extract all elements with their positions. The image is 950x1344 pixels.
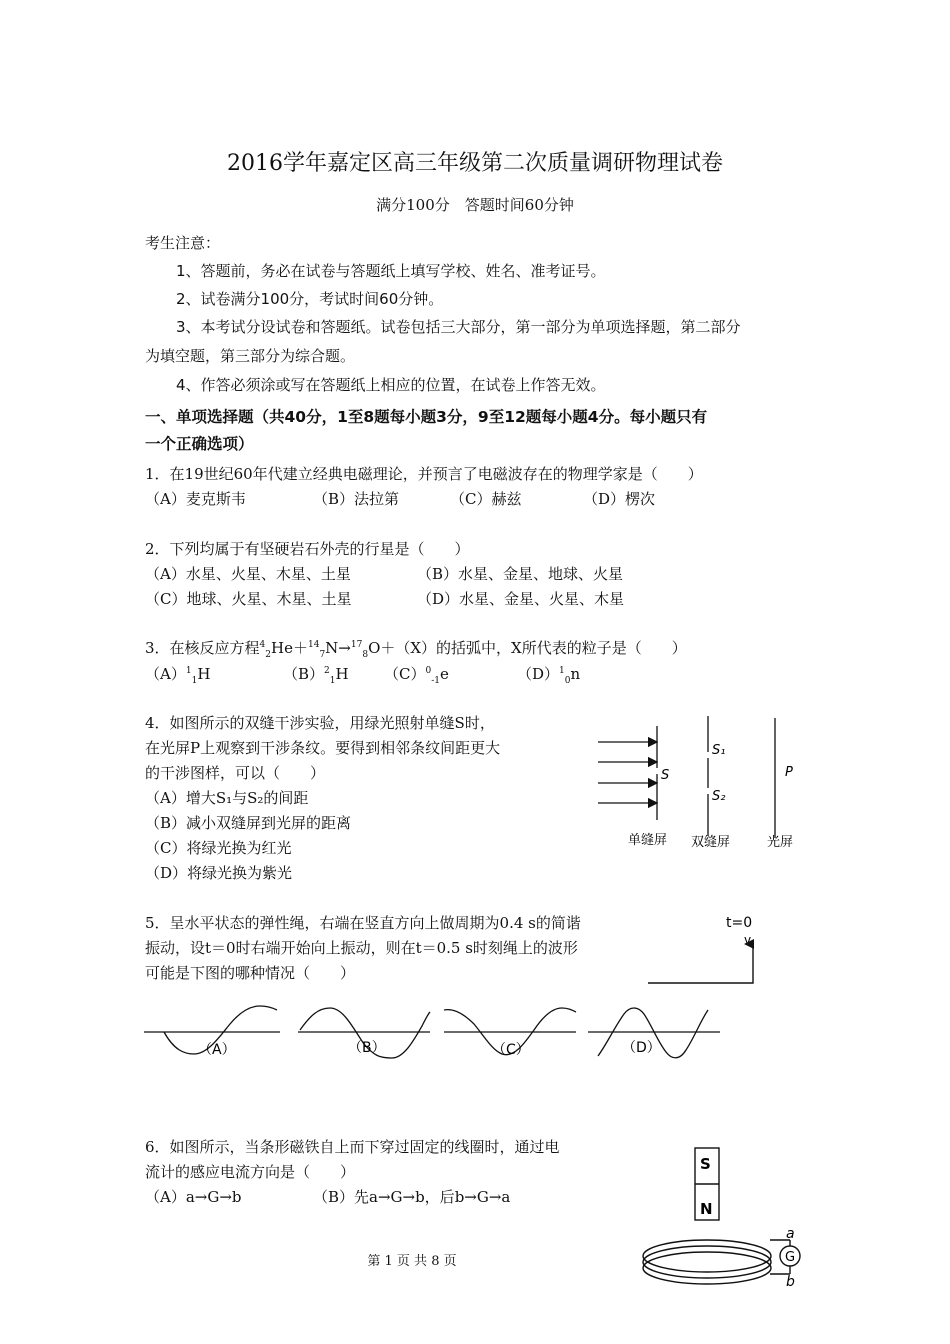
slit-s-label: S bbox=[661, 768, 670, 783]
q2-option-a: （A）水星、火星、木星、土星 bbox=[145, 565, 351, 583]
section-heading-cont: 一个正确选项） bbox=[145, 435, 254, 453]
magnet-n-label: N bbox=[700, 1200, 713, 1218]
q6-stem-2: 流计的感应电流方向是（ ） bbox=[145, 1163, 356, 1181]
q1-option-a: （A）麦克斯韦 bbox=[145, 490, 246, 508]
q5-stem-1: 5．呈水平状态的弹性绳，右端在竖直方向上做周期为0.4 s的简谐 bbox=[145, 914, 581, 932]
q2-option-d: （D）水星、金星、火星、木星 bbox=[417, 590, 625, 608]
double-slit-label: 双缝屏 bbox=[691, 835, 731, 850]
q2-option-b: （B）水星、金星、地球、火星 bbox=[417, 565, 624, 583]
notice-heading: 考生注意： bbox=[145, 234, 221, 252]
q1-option-d: （D）楞次 bbox=[583, 490, 656, 508]
terminal-a-label: a bbox=[786, 1226, 795, 1242]
q6-option-a: （A）a→G→b bbox=[145, 1188, 242, 1206]
rope-t0-figure bbox=[640, 910, 770, 990]
page-subtitle: 满分100分 答题时间60分钟 bbox=[376, 196, 574, 214]
wave-c-label: （C） bbox=[492, 1042, 530, 1058]
galvanometer-g-label: G bbox=[785, 1250, 796, 1265]
q4-option-d: （D）将绿光换为紫光 bbox=[145, 864, 293, 882]
v-label: v bbox=[744, 933, 752, 947]
slit-s1-label: S₁ bbox=[712, 743, 726, 758]
notice-item-2: 2、试卷满分100分，考试时间60分钟。 bbox=[176, 290, 444, 308]
q6-stem-1: 6．如图所示，当条形磁铁自上而下穿过固定的线圈时，通过电 bbox=[145, 1138, 560, 1156]
terminal-b-label: b bbox=[786, 1274, 795, 1290]
wave-options-figure bbox=[140, 1000, 730, 1070]
q4-stem-1: 4．如图所示的双缝干涉实验，用绿光照射单缝S时， bbox=[145, 714, 495, 732]
q4-option-a: （A）增大S₁与S₂的间距 bbox=[145, 789, 309, 807]
slit-s2-label: S₂ bbox=[712, 789, 726, 804]
notice-item-3-cont: 为填空题，第三部分为综合题。 bbox=[145, 347, 356, 365]
section-heading: 一、单项选择题（共40分，1至8题每小题3分，9至12题每小题4分。每小题只有 bbox=[145, 408, 708, 426]
notice-item-4: 4、作答必须涂或写在答题纸上相应的位置，在试卷上作答无效。 bbox=[176, 376, 606, 394]
wave-d-label: （D） bbox=[622, 1040, 661, 1056]
page-title: 2016学年嘉定区高三年级第二次质量调研物理试卷 bbox=[227, 151, 723, 176]
t0-label: t=0 bbox=[726, 915, 753, 931]
screen-label: 光屏 bbox=[767, 835, 794, 850]
q4-option-c: （C）将绿光换为红光 bbox=[145, 839, 292, 857]
magnet-s-label: S bbox=[700, 1155, 711, 1173]
q5-stem-2: 振动，设t＝0时右端开始向上振动，则在t＝0.5 s时刻绳上的波形 bbox=[145, 939, 578, 957]
page-footer: 第 1 页 共 8 页 bbox=[367, 1254, 457, 1269]
notice-item-1: 1、答题前，务必在试卷与答题纸上填写学校、姓名、准考证号。 bbox=[176, 262, 606, 280]
q3-option-a: $(A)^1_1H$ bbox=[145, 665, 211, 686]
q3-stem: 3．在核反应方程$^4_2$He＋$^{14}_7$N→$^{17}_8$O＋（X）的括弧中，X所代表的粒子是（ ） bbox=[145, 639, 687, 660]
q2-stem: 2．下列均属于有坚硬岩石外壳的行星是（ ） bbox=[145, 540, 470, 558]
notice-item-3: 3、本考试分设试卷和答题纸。试卷包括三大部分，第一部分为单项选择题，第二部分 bbox=[176, 318, 741, 336]
q1-option-b: （B）法拉第 bbox=[313, 490, 400, 508]
wave-a-label: （A） bbox=[198, 1042, 236, 1058]
single-slit-label: 单缝屏 bbox=[628, 833, 668, 848]
q3-option-c: $(C)^0_{-1}e$ bbox=[384, 665, 449, 686]
q1-option-c: （C）赫兹 bbox=[450, 490, 522, 508]
q3-option-b: $(B)^2_1H$ bbox=[283, 665, 349, 686]
q4-stem-3: 的干涉图样，可以（ ） bbox=[145, 764, 326, 782]
q5-stem-3: 可能是下图的哪种情况（ ） bbox=[145, 964, 356, 982]
q1-stem: 1．在19世纪60年代建立经典电磁理论，并预言了电磁波存在的物理学家是（ ） bbox=[145, 465, 703, 483]
q4-option-b: （B）减小双缝屏到光屏的距离 bbox=[145, 814, 352, 832]
double-slit-figure bbox=[595, 712, 815, 857]
q6-option-b: （B）先a→G→b，后b→G→a bbox=[313, 1188, 511, 1206]
q3-option-d: $(D)^1_0n$ bbox=[517, 665, 581, 686]
wave-b-label: （B） bbox=[348, 1040, 386, 1056]
screen-p-label: P bbox=[785, 765, 793, 780]
q4-stem-2: 在光屏P上观察到干涉条纹。要得到相邻条纹间距更大 bbox=[145, 739, 501, 757]
q2-option-c: （C）地球、火星、木星、土星 bbox=[145, 590, 352, 608]
